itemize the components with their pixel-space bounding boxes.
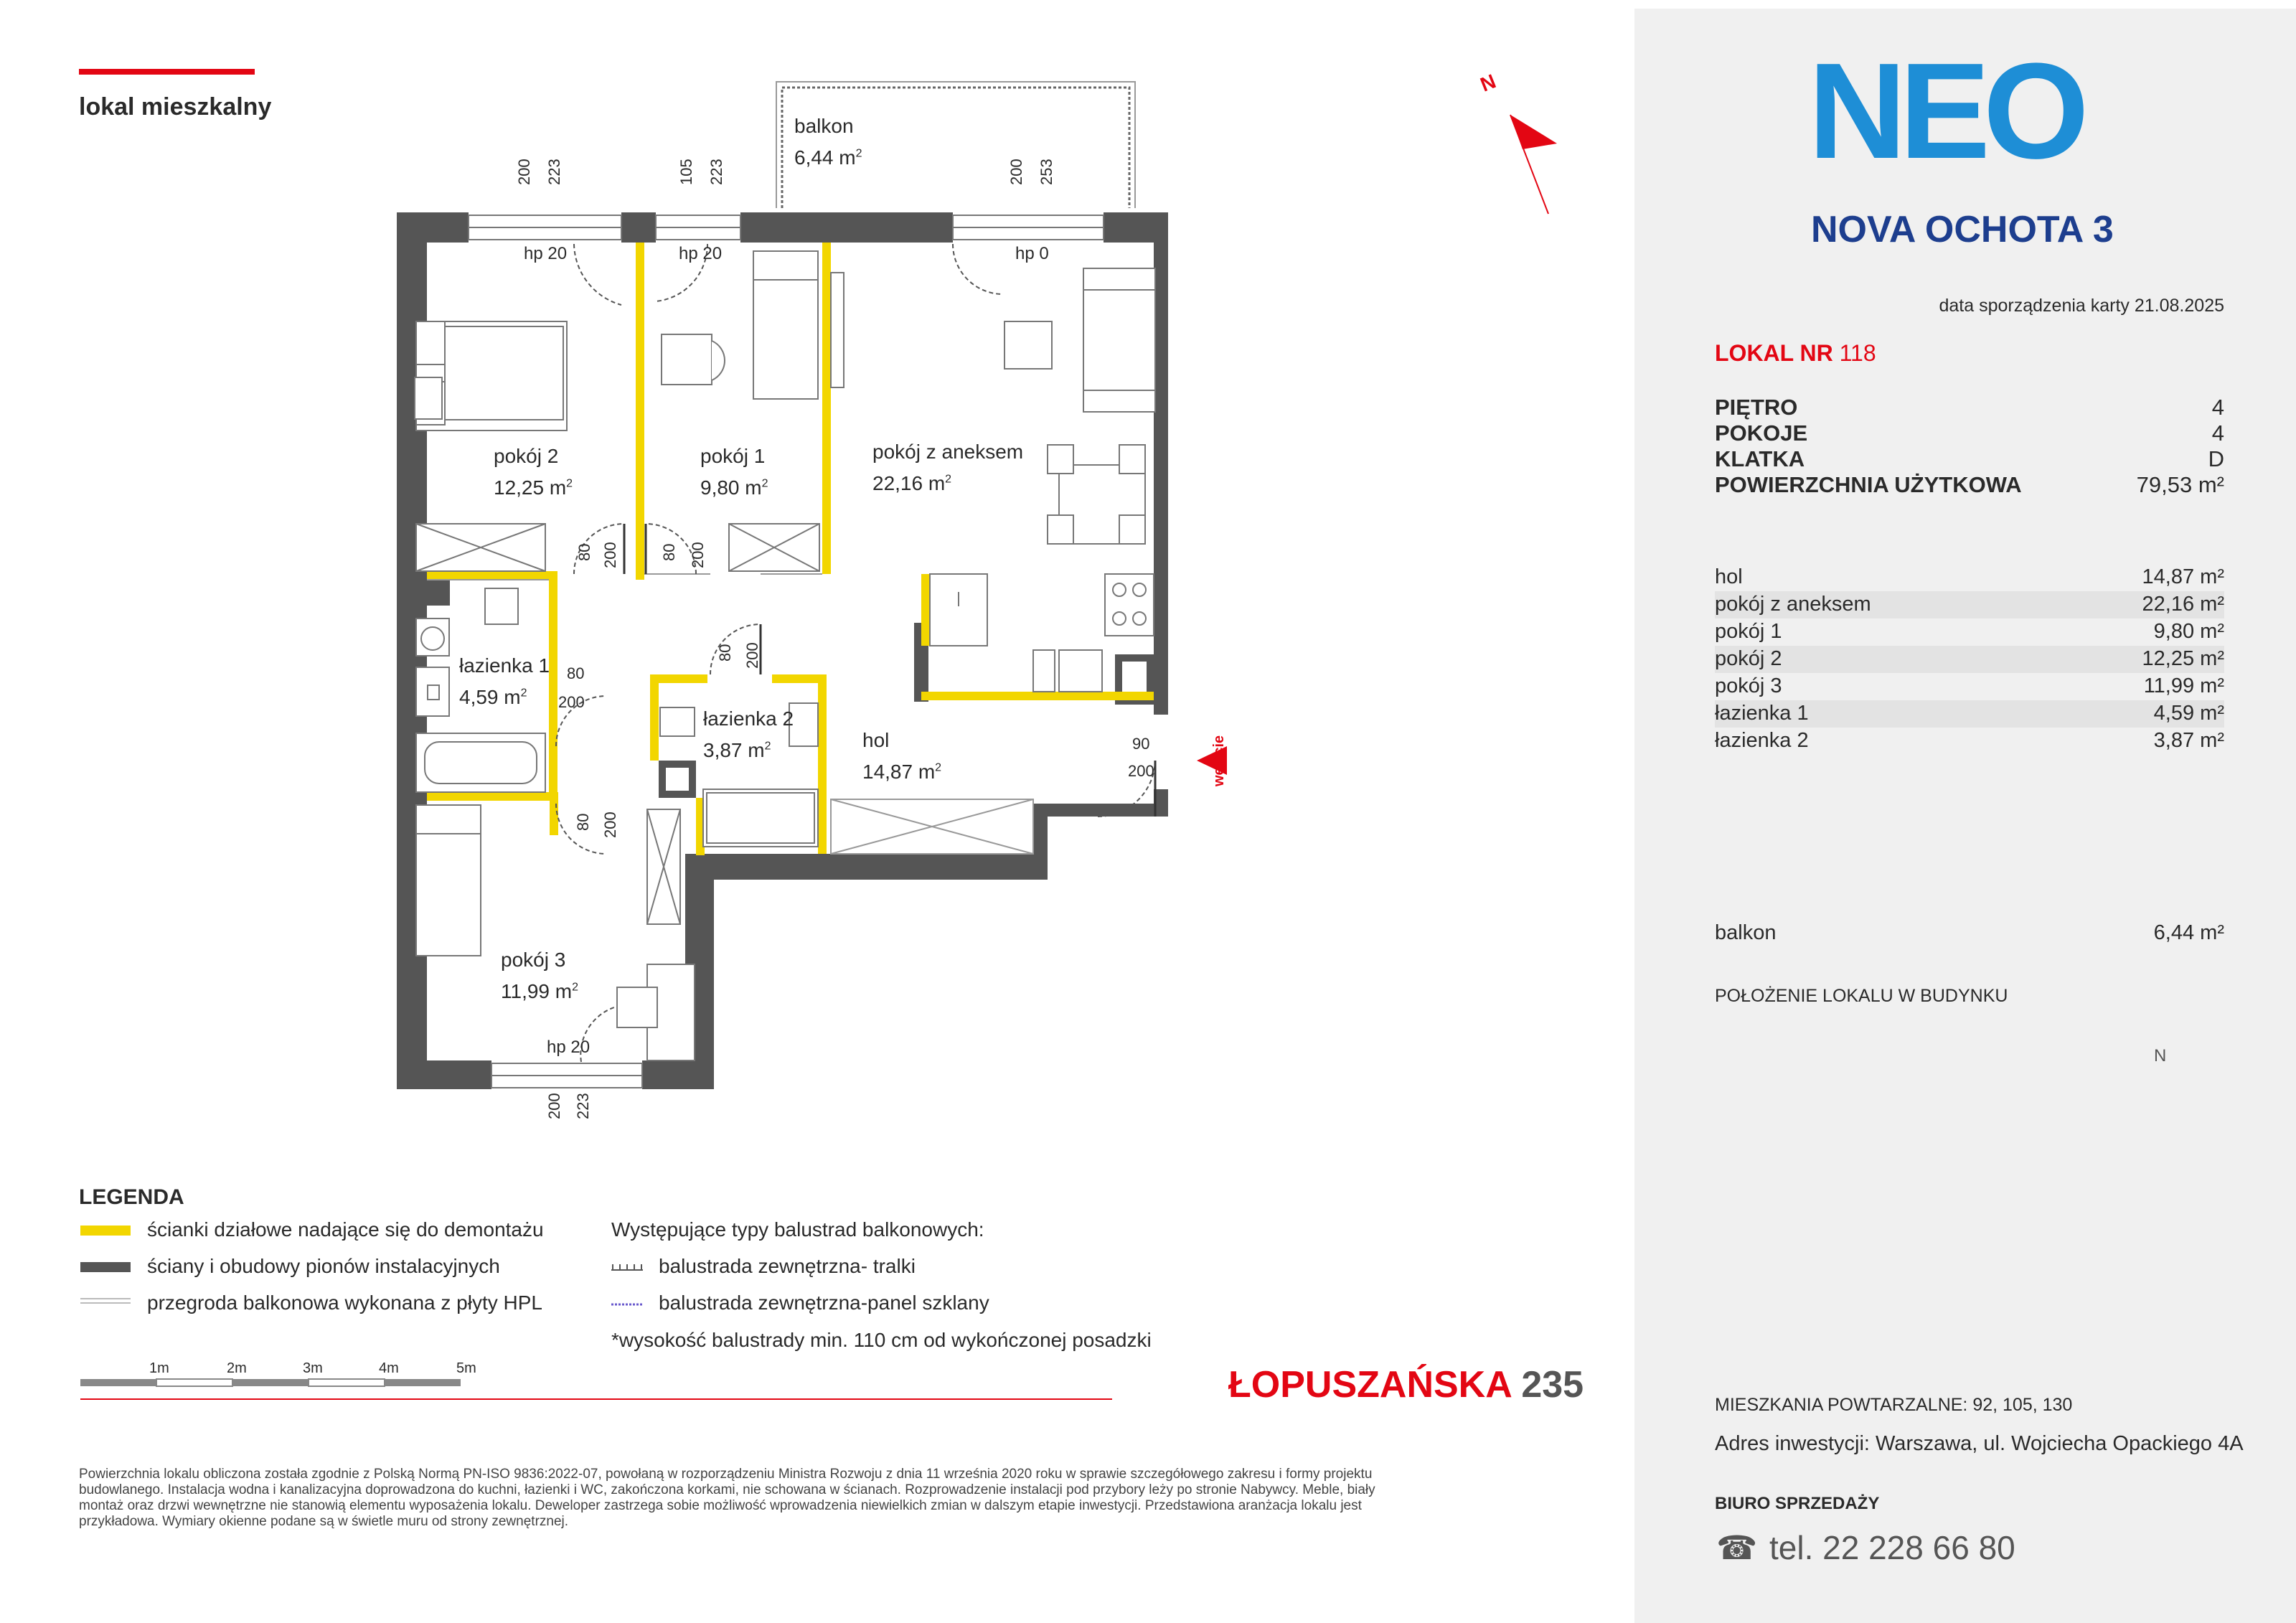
legend-swatch-hpl [80, 1299, 131, 1303]
page-title: lokal mieszkalny [79, 93, 272, 121]
door-dim: 200 [601, 542, 619, 568]
window-dim: 105 [677, 159, 695, 185]
room-label-laz1: łazienka 1 [459, 654, 550, 677]
location-north: N [2154, 1046, 2167, 1065]
door-dim: 200 [558, 693, 585, 711]
railing-note: *wysokość balustrady min. 110 cm od wykończonej posadzki [611, 1329, 1152, 1351]
room-area-laz1: 4,59 $m^2$ [459, 686, 527, 708]
address: Adres inwestycji: Warszawa, ul. Wojciecha Opackiego 4A [1715, 1432, 2244, 1455]
room-row: pokój z aneksem 22,16 m² [1715, 591, 2224, 618]
door-dim: 200 [689, 542, 707, 568]
window-dim: 253 [1038, 159, 1055, 185]
room-label-laz2: łazienka 2 [703, 707, 794, 730]
door-dim: 200 [743, 642, 761, 669]
window-dim: 223 [545, 159, 563, 185]
door-dim: 80 [716, 644, 734, 662]
spec-rooms: POKOJE 4 [1715, 420, 2224, 446]
door-dim: 80 [567, 664, 585, 682]
railing-item: balustrada zewnętrzna- tralki [659, 1255, 916, 1277]
scale-label: 5m [456, 1360, 476, 1376]
scale-label: 4m [379, 1360, 399, 1376]
room-label-hol: hol [862, 729, 890, 751]
balcony-label: balkon [794, 115, 854, 137]
legend-swatch-structural [80, 1262, 131, 1272]
footnote-line: przykładowa. Wymiary okienne podane są w świetle muru od strony zewnętrznej. [79, 1514, 569, 1529]
footnote-line: budowlanego. Instalacja wodna i kanalizacyjna doprowadzona do kuchni, łazienki i WC, zakończona korkami, nie schowana w ścianach. Rozprowadzenie instalacji pod przybory leży po stronie Nabywcy. Meble, biały [79, 1482, 1375, 1497]
door-dim: 80 [660, 543, 678, 561]
door-dim: 90 [1132, 735, 1150, 753]
window-sill-height: hp 20 [547, 1038, 591, 1057]
room-label-pokoj3: pokój 3 [501, 949, 566, 971]
brand-logo: NEO [1808, 35, 2082, 187]
room-area-pokoj3: 11,99 $m^2$ [501, 980, 578, 1002]
brand-name: NOVA OCHOTA 3 [1811, 209, 2114, 250]
legend-item: przegroda balkonowa wykonana z płyty HPL [147, 1292, 542, 1314]
railing-icon-balusters [611, 1264, 643, 1270]
window-dim: 200 [1007, 159, 1025, 185]
room-row: łazienka 1 4,59 m² [1715, 700, 2224, 728]
room-row: pokój 1 9,80 m² [1715, 620, 2224, 643]
footnote [79, 1467, 1550, 1530]
footnote-line: montaż oraz drzwi wewnętrzne nie stanowią elementu wyposażenia lokalu. Deweloper zastrzega sobie możliwość wprowadzenia niewielkich zmian w dalszym etapie inwestycji. Przedstawiona aranżacja lokalu jest [79, 1498, 1362, 1513]
scale-label: 1m [149, 1360, 169, 1376]
balcony-row: balkon 6,44 m² [1715, 921, 2224, 944]
sales-phone[interactable]: tel. 22 228 66 80 [1769, 1529, 2015, 1566]
spec-area: POWIERZCHNIA UŻYTKOWA 79,53 m² [1715, 472, 2224, 497]
legend-item: ściany i obudowy pionów instalacyjnych [147, 1255, 500, 1277]
room-label-pokoj1: pokój 1 [700, 445, 766, 467]
legend-item: ścianki działowe nadające się do demontażu [147, 1218, 544, 1241]
room-area-hol: 14,87 $m^2$ [862, 761, 942, 783]
card-date: data sporządzenia karty 21.08.2025 [1939, 296, 2224, 316]
room-area-pokoj2: 12,25 $m^2$ [494, 476, 573, 499]
room-row: łazienka 2 3,87 m² [1715, 729, 2224, 752]
door-dim: 80 [575, 543, 593, 561]
window-dim: 200 [515, 159, 533, 185]
room-area-laz2: 3,87 $m^2$ [703, 739, 771, 761]
room-area-pokoj1: 9,80 $m^2$ [700, 476, 768, 499]
room-label-pokoj2: pokój 2 [494, 445, 559, 467]
room-row: pokój 3 11,99 m² [1715, 674, 2224, 697]
shaft-void [666, 768, 689, 791]
window-sill-height: hp 20 [679, 244, 723, 263]
legend-swatch-partition [80, 1226, 131, 1236]
balcony-area: 6,44 $m^2$ [794, 146, 862, 169]
door-dim: 200 [1128, 762, 1154, 780]
spec-staircase: KLATKA D [1715, 446, 2224, 471]
window-dim: 200 [545, 1093, 563, 1119]
spec-floor: PIĘTRO 4 [1715, 395, 2224, 420]
entrance-label: wejście [1211, 735, 1227, 786]
repeated-units: MIESZKANIA POWTARZALNE: 92, 105, 130 [1715, 1395, 2073, 1415]
railings-title: Występujące typy balustrad balkonowych: [611, 1218, 984, 1241]
window-sill-height: hp 20 [524, 244, 568, 263]
footnote-line: Powierzchnia lokalu obliczona została zgodnie z Polską Normą PN-ISO 9836:2022-07, powołaną w rozporządzeniu Ministra Rozwoju z dnia 11 września 2020 roku w sprawie szczegółowego zakresu i formy projektu [79, 1467, 1373, 1482]
railing-item: balustrada zewnętrzna-panel szklany [659, 1292, 989, 1314]
scale-bar [80, 1379, 1112, 1399]
room-area-aneks: 22,16 $m^2$ [872, 472, 952, 494]
window-dim: 223 [574, 1093, 592, 1119]
door-dim: 200 [601, 812, 619, 838]
phone-icon: ☎ [1716, 1529, 1758, 1566]
lokal-number: LOKAL NR 118 [1715, 340, 1876, 366]
north-arrow [1510, 115, 1557, 214]
location-title: POŁOŻENIE LOKALU W BUDYNKU [1715, 986, 2008, 1006]
room-row: pokój 2 12,25 m² [1715, 646, 2224, 673]
header-accent-bar [79, 69, 255, 75]
door-dim: 80 [574, 813, 592, 831]
north-label: N [1477, 70, 1500, 96]
street-sign: ŁOPUSZAŃSKA 235 [1228, 1364, 1584, 1406]
legend-title: LEGENDA [79, 1185, 184, 1209]
window-dim: 223 [707, 159, 725, 185]
scale-label: 2m [227, 1360, 247, 1376]
room-row: hol 14,87 m² [1715, 565, 2224, 588]
balcony [776, 82, 1135, 208]
window-sill-height: hp 0 [1015, 244, 1049, 263]
sales-title: BIURO SPRZEDAŻY [1715, 1494, 1880, 1513]
scale-label: 3m [303, 1360, 323, 1376]
room-label-aneks: pokój z aneksem [872, 441, 1024, 463]
